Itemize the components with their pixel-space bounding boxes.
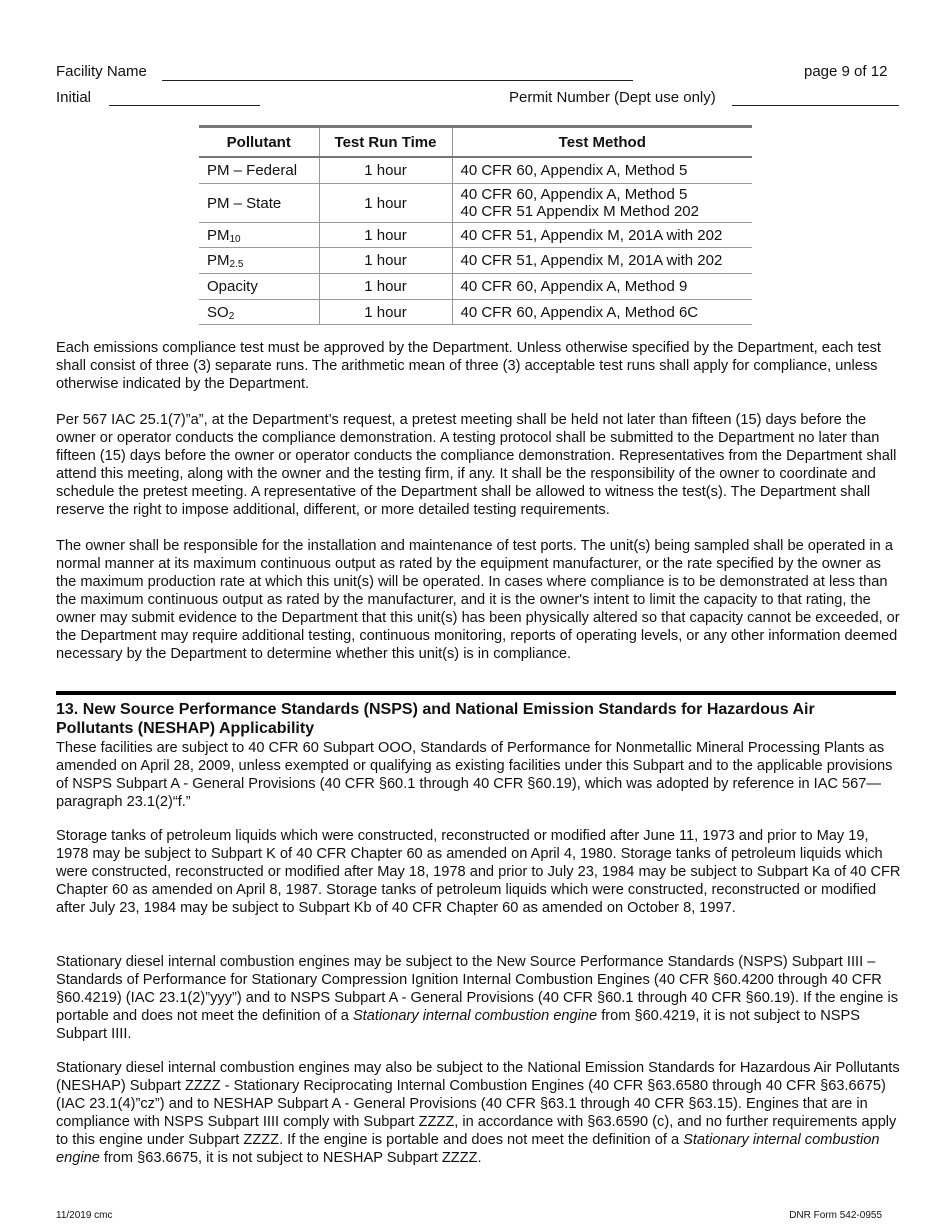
initial-label: Initial — [56, 89, 92, 106]
pollutant-subscript: 2.5 — [229, 259, 244, 270]
pollutant-cell: PM – State — [199, 184, 319, 223]
method-line: 40 CFR 60, Appendix A, Method 5 — [460, 186, 688, 203]
permit-number-field[interactable] — [732, 105, 899, 106]
table-row — [199, 300, 752, 325]
table-row — [199, 248, 752, 274]
initial-field[interactable] — [109, 105, 260, 106]
nsps-iiii-paragraph — [56, 953, 901, 1043]
storage-tanks-paragraph: Storage tanks of petroleum liquids which were constructed, reconstructed or modified after June 11, 1973 and prior to May 19, 1978 may be subject to Subpart K of 40 CFR Chapter 60 as amended on April 4, 1980. Storage tanks of petroleum liquids which were constructed, reconstructed or modified after May 18, 1978 and prior to July 23, 1984 may be subject to Subpart Ka of 40 CFR Chapter 60 as amended on April 8, 1987. Storage tanks of petroleum liquids which were constructed, reconstructed or modified after July 23, 1984 may be subject to Subpart Kb of 40 CFR Chapter 60 as amended on October 8, 1997. — [56, 828, 901, 916]
method-cell: 40 CFR 51, Appendix M, 201A with 202 — [452, 223, 752, 248]
run-time-cell: 1 hour — [319, 274, 452, 300]
pollutant-base: SO — [207, 303, 229, 321]
italic-term: Stationary internal combustion engine — [352, 1008, 598, 1024]
nsps-ooo-paragraph: These facilities are subject to 40 CFR 60 Subpart OOO, Standards of Performance for Nonmetallic Mineral Processing Plants as amended on April 28, 2009, unless exempted or qualifying as existing facilities under this Subpart and to the applicable provisions of NSPS Subpart A - General Provisions (40 CFR §60.1 through 40 CFR §60.19), which was adopted by reference in IAC 567—paragraph 23.1(2)“f.” — [56, 740, 893, 810]
pollutant-cell — [199, 248, 319, 274]
pollutant-cell: Opacity — [199, 274, 319, 300]
pollutant-cell — [199, 223, 319, 248]
section-divider — [56, 691, 896, 695]
method-cell — [452, 184, 752, 223]
facility-name-label: Facility Name — [56, 63, 147, 80]
paragraph-text: Stationary diesel internal combustion engines may also be subject to the National Emission Standards for Hazardous Air Pollutants (NESHAP) Subpart ZZZZ - Stationary Reciprocating Internal Combustion Engines (40 CFR §63.6580 through 40 CFR §63.6675) (IAC 23.1(4)”cz”) and to NESHAP Subpart A - General Provisions (40 CFR §63.1 through 40 CFR §63.15). Engines that are in compliance with NSPS Subpart IIII comply with Subpart ZZZZ, in accordance with §63.6590 (c), and no further requirements apply to this engine under Subpart ZZZZ. If the engine is portable and does not meet the definition of a — [56, 1060, 900, 1148]
column-header-test-method: Test Method — [452, 127, 752, 158]
run-time-cell: 1 hour — [319, 300, 452, 325]
paragraph-text: from §60.4219, it is not subject to NSPS Subpart IIII. — [56, 1008, 860, 1042]
table-row — [199, 184, 752, 223]
run-time-cell: 1 hour — [319, 223, 452, 248]
pollutant-subscript: 10 — [229, 233, 241, 245]
pollutant-cell: PM – Federal — [199, 157, 319, 184]
neshap-zzzz-paragraph — [56, 1059, 901, 1167]
column-header-pollutant: Pollutant — [199, 127, 319, 158]
pretest-meeting-paragraph: Per 567 IAC 25.1(7)”a”, at the Department’s request, a pretest meeting shall be held not later than fifteen (15) days before the owner or operator conducts the compliance demonstration. A testing protocol shall be submitted to the Department no later than fifteen (15) days before the owner or operator conducts the compliance demonstration. Representatives from the Department shall attend this meeting, along with the owner and the testing firm, if any. It shall be the responsibility of the owner to coordinate and schedule the pretest meeting. A representative of the Department shall be allowed to witness the test(s). The Department shall reserve the right to impose additional, different, or more detailed testing requirements. — [56, 412, 897, 518]
pollutant-base: PM — [207, 252, 230, 269]
test-ports-paragraph: The owner shall be responsible for the installation and maintenance of test ports. The unit(s) being sampled shall be operated in a normal manner at its maximum continuous output as rated by the equipment manufacturer, or the rate specified by the owner as the maximum production rate at which this unit(s) will be operated. In cases where compliance is to be demonstrated at less than the maximum continuous output as rated by the manufacturer, and it is the owner's intent to limit the capacity to that rating, the owner may submit evidence to the Department that this unit(s) has been physically altered so that capacity cannot be exceeded, or the Department may require additional testing, continuous monitoring, reports of operating levels, or any other information deemed necessary by the Department to determine whether this unit(s) is in compliance. — [56, 538, 900, 662]
pollutant-cell — [199, 300, 319, 325]
method-cell: 40 CFR 60, Appendix A, Method 9 — [452, 274, 752, 300]
method-cell: 40 CFR 51, Appendix M, 201A with 202 — [452, 248, 752, 274]
facility-name-field[interactable] — [162, 80, 633, 81]
method-cell: 40 CFR 60, Appendix A, Method 5 — [452, 157, 752, 184]
method-line: 40 CFR 51 Appendix M Method 202 — [460, 203, 699, 220]
column-header-test-run-time: Test Run Time — [319, 127, 452, 158]
pollutant-base: PM — [207, 226, 230, 244]
footer-form-number: DNR Form 542-0955 — [789, 1210, 882, 1221]
method-cell: 40 CFR 60, Appendix A, Method 6C — [452, 300, 752, 325]
test-method-table — [199, 125, 752, 325]
permit-number-label: Permit Number (Dept use only) — [509, 89, 716, 106]
italic-term: Stationary internal combustion engine — [56, 1132, 880, 1166]
run-time-cell: 1 hour — [319, 184, 452, 223]
compliance-test-paragraph: Each emissions compliance test must be approved by the Department. Unless otherwise specified by the Department, each test shall consist of three (3) separate runs. The arithmetic mean of three (3) acceptable test runs shall apply for compliance, unless otherwise indicated by the Department. — [56, 340, 881, 392]
paragraph-text: from §63.6675, it is not subject to NESHAP Subpart ZZZZ. — [99, 1150, 482, 1166]
footer-revision: 11/2019 cmc — [56, 1210, 113, 1221]
pollutant-subscript: 2 — [228, 310, 235, 322]
page-indicator: page 9 of 12 — [804, 63, 888, 80]
table-row — [199, 274, 752, 300]
run-time-cell: 1 hour — [319, 248, 452, 274]
table-row — [199, 157, 752, 184]
table-row — [199, 223, 752, 248]
section-13-title: 13. New Source Performance Standards (NSPS) and National Emission Standards for Hazardous Air Pollutants (NESHAP) Applicability — [56, 701, 815, 737]
paragraph-text: Stationary diesel internal combustion engines may be subject to the New Source Performance Standards (NSPS) Subpart IIII – Standards of Performance for Stationary Compression Ignition Internal Combustion Engines (40 CFR §60.4200 through 40 CFR §60.4219) (IAC 23.1(2)”yyy”) and to NSPS Subpart A - General Provisions (40 CFR §60.1 through 40 CFR §60.19). If the engine is portable and does not meet the definition of a — [56, 954, 899, 1024]
run-time-cell: 1 hour — [319, 157, 452, 184]
